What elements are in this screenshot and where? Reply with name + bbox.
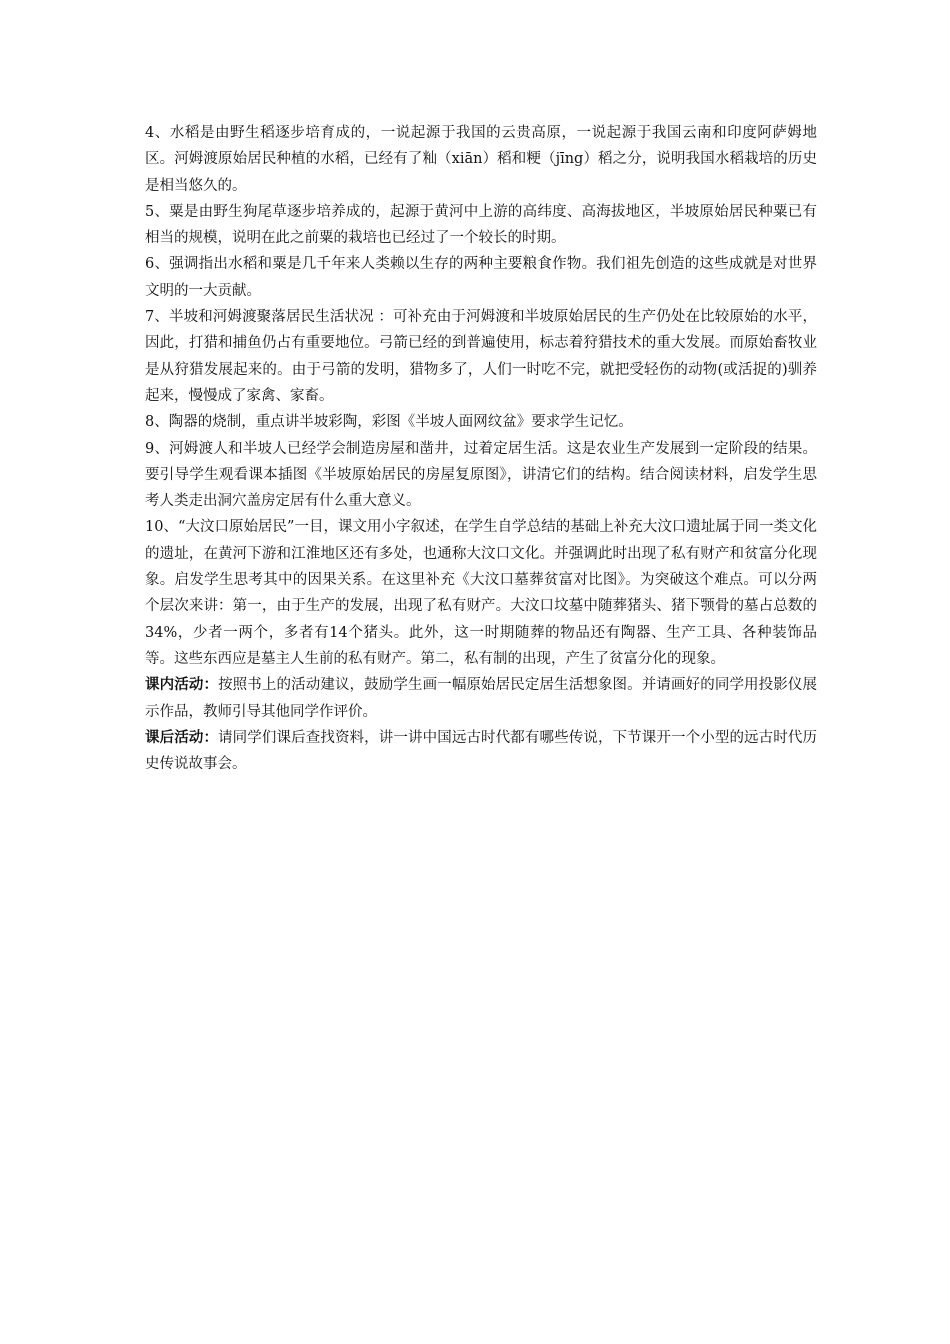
after-class-activity bbox=[145, 725, 817, 778]
paragraph-dawenkou: 10、“大汶口原始居民”一目，课文用小字叙述，在学生自学总结的基础上补充大汶口遗址属于同一类文化的遗址，在黄河下游和江淮地区还有多处，也通称大汶口文化。并强调此时出现了私有财产和贫富分化现象。启发学生思考其中的因果关系。在这里补充《大汶口墓葬贫富对比图》。为突破这个难点。可以分两个层次来讲：第一，由于生产的发展，出现了私有财产。大汶口坟墓中随葬猪头、猪下颚骨的墓占总数的34%，少者一两个，多者有14个猪头。此外，这一时期随葬的物品还有陶器、生产工具、各种装饰品等。这些东西应是墓主人生前的私有财产。第二，私有制的出现，产生了贫富分化的现象。 bbox=[145, 519, 817, 667]
paragraph-staple-crops: 6、强调指出水稻和粟是几千年来人类赖以生存的两种主要粮食作物。我们祖先创造的这些成就是对世界文明的一大贡献。 bbox=[145, 256, 817, 299]
in-class-activity-text: 按照书上的活动建议，鼓励学生画一幅原始居民定居生活想象图。并请画好的同学用投影仪展示作品，教师引导其他同学作评价。 bbox=[145, 677, 818, 720]
in-class-activity-label: 课内活动： bbox=[145, 677, 219, 694]
document-body bbox=[145, 120, 817, 777]
after-class-activity-label: 课后活动： bbox=[145, 729, 219, 746]
paragraph-pottery: 8、陶器的烧制，重点讲半坡彩陶，彩图《半坡人面网纹盆》要求学生记忆。 bbox=[145, 414, 633, 431]
paragraph-settlement-life: 7、半坡和河姆渡聚落居民生活状况 ：可补充由于河姆渡和半坡原始居民的生产仍处在比较原始的水平，因此，打猎和捕鱼仍占有重要地位。弓箭已经的到普遍使用，标志着狩猎技术的重大发展。而原始畜牧业是从狩猎发展起来的。由于弓箭的发明，猎物多了，人们一时吃不完，就把受轻伤的动物(或活捉的)驯养起来，慢慢成了家禽、家畜。 bbox=[145, 309, 817, 404]
after-class-activity-text: 请同学们课后查找资料，讲一讲中国远古时代都有哪些传说，下节课开一个小型的远古时代历史传说故事会。 bbox=[145, 729, 818, 773]
paragraph-rice: 4、水稻是由野生稻逐步培育成的，一说起源于我国的云贵高原，一说起源于我国云南和印度阿萨姆地区。河姆渡原始居民种植的水稻，已经有了籼（xiān）稻和粳（jīng）稻之分，说明我国水稻栽培的历史是相当悠久的。 bbox=[145, 125, 817, 194]
paragraph-housing: 9、河姆渡人和半坡人已经学会制造房屋和凿井，过着定居生活。这是农业生产发展到一定阶段的结果。要引导学生观看课本插图《半坡原始居民的房屋复原图》，讲清它们的结构。结合阅读材料，启发学生思考人类走出洞穴盖房定居有什么重大意义。 bbox=[145, 440, 817, 510]
paragraph-millet: 5、粟是由野生狗尾草逐步培养成的，起源于黄河中上游的高纬度、高海拔地区，半坡原始居民种粟已有相当的规模，说明在此之前粟的栽培也已经过了一个较长的时期。 bbox=[145, 203, 817, 247]
in-class-activity bbox=[145, 672, 817, 725]
